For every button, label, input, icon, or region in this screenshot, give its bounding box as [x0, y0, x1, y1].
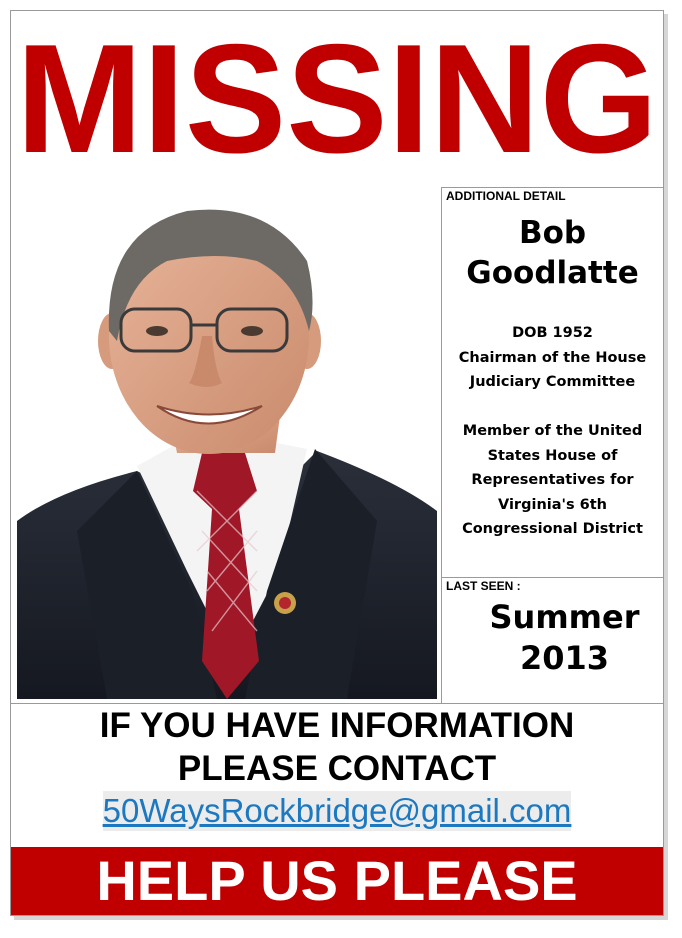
contact-line-1: IF YOU HAVE INFORMATION — [99, 706, 575, 745]
photo-cell — [11, 187, 442, 704]
last-seen-value — [454, 597, 675, 679]
contact-line-2: PLEASE CONTACT — [177, 749, 497, 788]
last-seen-label: LAST SEEN : — [446, 579, 521, 593]
person-first-name: Bob — [518, 215, 587, 251]
help-banner-text: HELP US PLEASE — [96, 849, 578, 912]
detail-dob-role: DOB 1952 Chairman of the House Judiciary Committee — [458, 325, 647, 390]
detail-membership: Member of the United States House of Representatives for Virginia's 6th Congressional District — [462, 423, 643, 537]
portrait-photo — [17, 191, 437, 699]
last-seen-year: 2013 — [519, 639, 610, 677]
person-last-name: Goodlatte — [466, 255, 639, 291]
poster-shadow-right — [664, 14, 668, 920]
last-seen-cell — [442, 577, 663, 704]
missing-poster — [10, 10, 664, 916]
poster-shadow-bottom — [14, 916, 668, 920]
contact-email-link[interactable]: 50WaysRockbridge@gmail.com — [102, 792, 572, 829]
headline-section — [11, 11, 663, 188]
last-seen-season: Summer — [489, 598, 640, 636]
person-name — [442, 213, 663, 293]
headline-text: MISSING — [16, 12, 658, 186]
additional-detail-label: ADDITIONAL DETAIL — [446, 189, 566, 203]
help-banner — [11, 847, 663, 915]
contact-message — [11, 704, 663, 790]
email-row — [11, 791, 663, 831]
additional-detail-cell — [442, 187, 663, 578]
